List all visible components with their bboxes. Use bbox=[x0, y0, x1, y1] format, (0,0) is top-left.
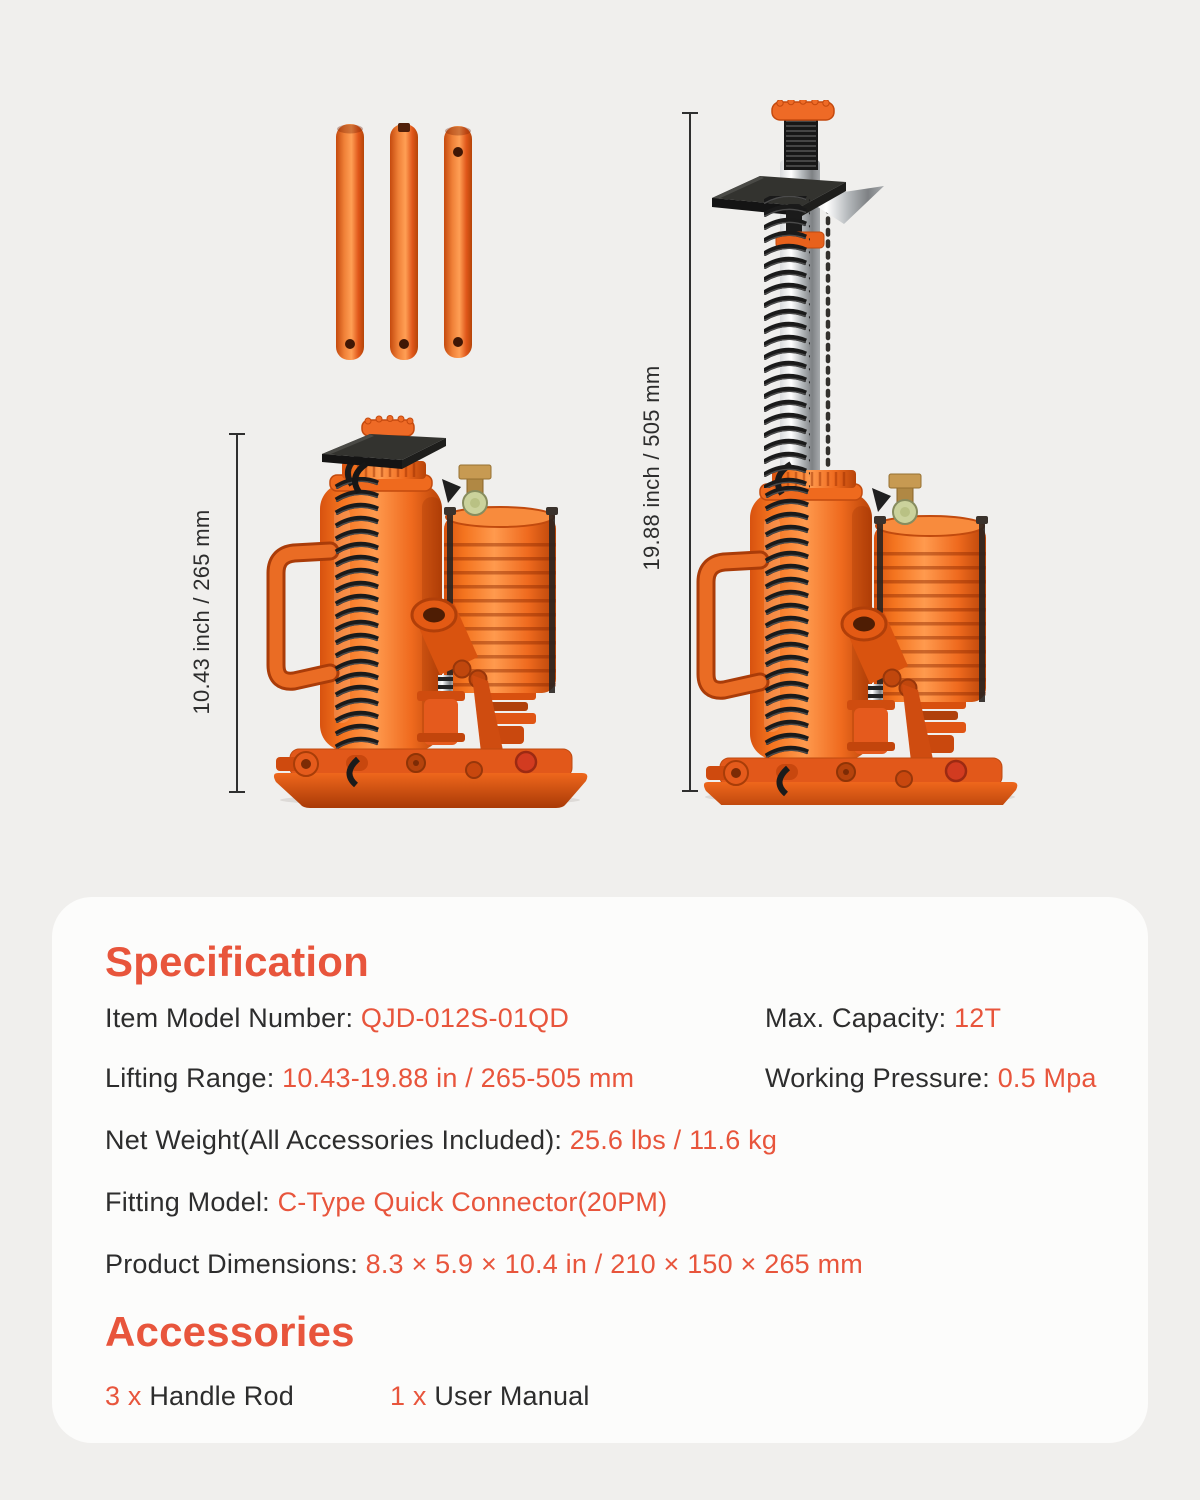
specification-title: Specification bbox=[105, 938, 369, 985]
spec-label: Working Pressure: bbox=[765, 1063, 998, 1093]
spec-label: Fitting Model: bbox=[105, 1187, 278, 1217]
jack-raised-illustration bbox=[692, 100, 1037, 805]
spec-row-product-dimensions bbox=[105, 1248, 863, 1280]
spec-value: 8.3 × 5.9 × 10.4 in / 210 × 150 × 265 mm bbox=[365, 1249, 863, 1279]
spec-value: 0.5 Mpa bbox=[997, 1063, 1097, 1093]
handle-rod-3 bbox=[444, 126, 472, 358]
spec-label: Product Dimensions: bbox=[105, 1249, 366, 1279]
dimension-label-left: 10.43 inch / 265 mm bbox=[189, 509, 214, 715]
dimension-tick bbox=[682, 112, 698, 114]
dimension-line-left bbox=[236, 433, 238, 793]
jack-lowered-illustration bbox=[262, 408, 597, 808]
spec-row-item-model bbox=[105, 1002, 569, 1034]
dimension-label-right: 19.88 inch / 505 mm bbox=[639, 365, 664, 571]
handle-rod-1 bbox=[336, 124, 364, 360]
spec-value: 25.6 lbs / 11.6 kg bbox=[569, 1125, 778, 1155]
accessories-title: Accessories bbox=[105, 1308, 355, 1355]
spec-label: Max. Capacity: bbox=[765, 1003, 955, 1033]
spec-row-max-capacity bbox=[765, 1002, 1001, 1034]
spec-value: QJD-012S-01QD bbox=[360, 1003, 570, 1033]
dimension-tick bbox=[682, 790, 698, 792]
accessory-item-user-manual bbox=[390, 1380, 590, 1412]
spec-row-working-pressure bbox=[765, 1062, 1097, 1094]
spec-value: 12T bbox=[954, 1003, 1002, 1033]
jack-long-spring bbox=[764, 196, 810, 488]
accessory-name: User Manual bbox=[434, 1381, 590, 1411]
spec-row-lifting-range bbox=[105, 1062, 634, 1094]
spec-label: Lifting Range: bbox=[105, 1063, 283, 1093]
dimension-tick bbox=[229, 791, 245, 793]
spec-label: Item Model Number: bbox=[105, 1003, 361, 1033]
accessory-item-handle-rod bbox=[105, 1380, 294, 1412]
handle-rods-illustration bbox=[332, 118, 477, 366]
accessory-qty: 1 x bbox=[390, 1381, 435, 1411]
spec-row-fitting-model bbox=[105, 1186, 667, 1218]
accessory-name: Handle Rod bbox=[149, 1381, 294, 1411]
spec-value: C-Type Quick Connector(20PM) bbox=[277, 1187, 668, 1217]
spec-row-net-weight bbox=[105, 1124, 777, 1156]
handle-rod-2 bbox=[390, 123, 418, 360]
accessory-qty: 3 x bbox=[105, 1381, 150, 1411]
spec-label: Net Weight(All Accessories Included): bbox=[105, 1125, 570, 1155]
dimension-tick bbox=[229, 433, 245, 435]
dimension-line-right bbox=[689, 112, 691, 792]
spec-value: 10.43-19.88 in / 265-505 mm bbox=[282, 1063, 635, 1093]
